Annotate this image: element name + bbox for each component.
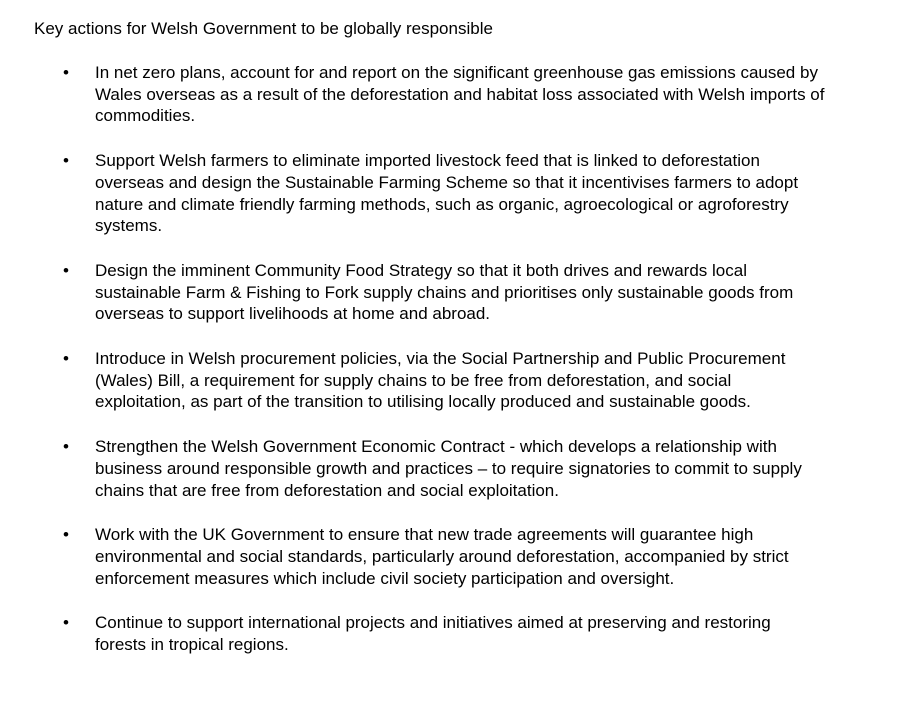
- list-item: [0, 612, 900, 655]
- list-item: [0, 348, 900, 413]
- action-text: Continue to support international projects and initiatives aimed at preserving and restoring forests in tropical regions.: [95, 613, 771, 655]
- bullet-icon: •: [63, 63, 69, 82]
- action-text: Introduce in Welsh procurement policies, via the Social Partnership and Public Procurement (Wales) Bill, a requirement for supply chains to be free from deforestation, and social exploitation, as part of the transition to utilising locally produced and sustainable goods.: [95, 349, 786, 412]
- key-actions-list: [0, 62, 900, 679]
- list-item: [0, 260, 900, 325]
- action-text: Work with the UK Government to ensure that new trade agreements will guarantee high environmental and social standards, particularly around deforestation, accompanied by strict enforcement measures which include civil society participation and oversight.: [95, 525, 789, 588]
- action-text: Design the imminent Community Food Strategy so that it both drives and rewards local sustainable Farm & Fishing to Fork supply chains and prioritises only sustainable goods from overseas to support livelihoods at home and abroad.: [95, 260, 794, 324]
- page-title: Key actions for Welsh Government to be globally responsible: [34, 19, 493, 38]
- list-item: [0, 524, 900, 589]
- bullet-icon: •: [63, 525, 69, 545]
- bullet-icon: •: [63, 613, 69, 633]
- action-text: In net zero plans, account for and report on the significant greenhouse gas emissions caused by Wales overseas as a result of the deforestation and habitat loss associated with Welsh imports of commodities.: [95, 63, 825, 126]
- bullet-icon: •: [63, 151, 69, 171]
- action-text: Strengthen the Welsh Government Economic Contract - which develops a relationship with business around responsible growth and practices – to require signatories to commit to supply chains that are free from deforestation and social exploitation.: [95, 437, 802, 500]
- bullet-icon: •: [63, 260, 69, 280]
- bullet-icon: •: [63, 437, 69, 457]
- list-item: [0, 62, 900, 127]
- action-text: Support Welsh farmers to eliminate imported livestock feed that is linked to deforestation overseas and design the Sustainable Farming Scheme so that it incentivises farmers to adopt nature and climate friendly farming methods, such as organic, agroecological or agroforestry systems.: [95, 151, 799, 236]
- list-item: [0, 436, 900, 501]
- bullet-icon: •: [63, 349, 69, 369]
- list-item: [0, 150, 900, 237]
